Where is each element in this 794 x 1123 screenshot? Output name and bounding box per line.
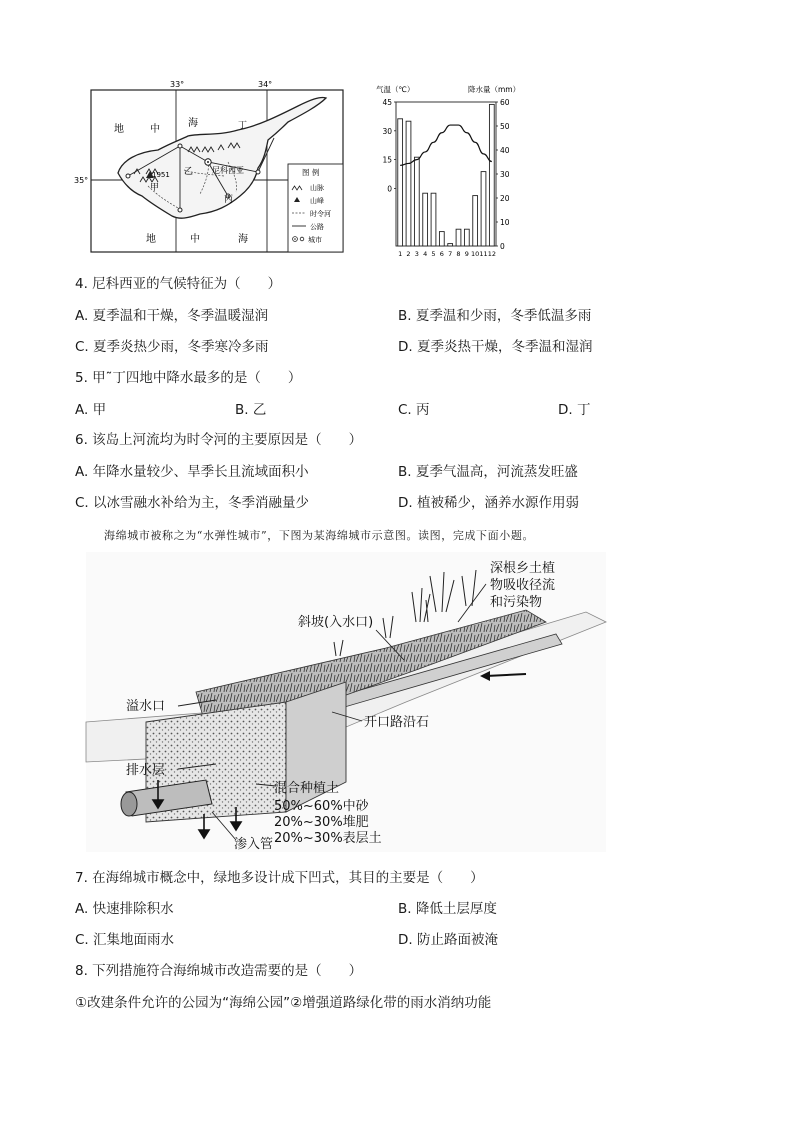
month-tick-label: 2	[406, 250, 411, 258]
svg-text:地: 地	[114, 124, 124, 135]
q7-option-c[interactable]: C. 汇集地面雨水	[75, 932, 175, 948]
q6-option-c[interactable]: C. 以冰雪融水补给为主，冬季消融量少	[75, 495, 310, 511]
q4-option-b[interactable]: B. 夏季温和少雨，冬季低温多雨	[398, 308, 592, 324]
svg-text:海: 海	[188, 118, 198, 129]
precip-bar	[448, 244, 453, 246]
right-tick-label: 40	[500, 146, 510, 155]
right-axis-title: 降水量（mm）	[468, 85, 521, 94]
place-bing: 丙	[224, 195, 234, 205]
precip-bar	[464, 229, 469, 246]
left-tick-label: 0	[387, 184, 392, 194]
precip-bar	[423, 193, 428, 246]
svg-text:海: 海	[238, 234, 248, 245]
month-tick-label: 9	[464, 250, 469, 258]
q6-option-b[interactable]: B. 夏季气温高，河流蒸发旺盛	[398, 464, 578, 480]
place-ding: 丁	[238, 121, 248, 131]
climate-chart	[368, 80, 528, 260]
month-tick-label: 7	[448, 250, 453, 258]
right-tick-label: 20	[500, 194, 510, 203]
peak-height: 1951	[152, 171, 170, 179]
right-tick-label: 50	[500, 122, 510, 131]
label-soil-mix: 混合种植土	[274, 781, 340, 796]
svg-text:中: 中	[150, 124, 160, 135]
label-overflow: 溢水口	[126, 699, 166, 714]
q7-option-d[interactable]: D. 防止路面被淹	[398, 932, 498, 948]
map-legend	[288, 164, 343, 252]
lon-label-34: 34°	[258, 80, 273, 89]
precip-bar	[481, 172, 486, 246]
q5-stem: 5. 甲˜丁四地中降水最多的是（ ）	[75, 370, 302, 386]
left-tick-label: 30	[382, 126, 392, 136]
legend-title: 图 例	[302, 168, 320, 177]
label-drainage-layer: 排水层	[126, 763, 166, 778]
month-tick-label: 5	[431, 250, 436, 258]
month-tick-label: 6	[439, 250, 444, 258]
month-tick-label: 4	[423, 250, 428, 258]
right-tick-label: 10	[500, 218, 510, 227]
label-native-plants-line-3: 和污染物	[490, 595, 543, 610]
left-axis-title: 气温（℃）	[376, 85, 415, 94]
q6-option-a[interactable]: A. 年降水量较少、旱季长且流域面积小	[75, 464, 309, 480]
month-tick-label: 10	[471, 250, 480, 258]
precip-bar	[414, 157, 419, 246]
precip-bar	[473, 196, 478, 246]
svg-text:城市: 城市	[308, 236, 322, 244]
left-tick-label: 15	[382, 155, 392, 165]
q6-stem: 6. 该岛上河流均为时令河的主要原因是（ ）	[75, 432, 363, 448]
right-tick-label: 60	[500, 98, 510, 107]
left-tick-label: 45	[382, 98, 392, 107]
temperature-line	[400, 125, 492, 165]
label-slope-inlet: 斜坡(入水口)	[298, 615, 374, 630]
city-nicosia-label: 尼科西亚	[212, 166, 244, 175]
q4-stem: 4. 尼科西亚的气候特征为（ ）	[75, 276, 282, 292]
q7-stem: 7. 在海绵城市概念中，绿地多设计成下凹式，其目的主要是（ ）	[75, 870, 484, 886]
right-tick-label: 30	[500, 170, 510, 179]
precip-bar	[439, 232, 444, 246]
svg-text:时令河: 时令河	[310, 210, 331, 218]
q5-option-c[interactable]: C. 丙	[398, 402, 430, 418]
label-seepage-pipe: 渗入管	[234, 837, 274, 852]
right-tick-label: 0	[500, 242, 505, 251]
precip-bar	[431, 193, 436, 246]
q6-option-d[interactable]: D. 植被稀少，涵养水源作用弱	[398, 495, 579, 511]
q4-option-a[interactable]: A. 夏季温和干燥，冬季温暖湿润	[75, 308, 269, 324]
place-jia: 甲	[150, 183, 160, 193]
svg-text:地: 地	[146, 234, 156, 245]
sponge-city-diagram	[86, 552, 646, 852]
q7-option-a[interactable]: A. 快速排除积水	[75, 901, 174, 917]
q5-option-d[interactable]: D. 丁	[558, 402, 591, 418]
q4-option-c[interactable]: C. 夏季炎热少雨，冬季寒冷多雨	[75, 339, 269, 355]
svg-text:中: 中	[190, 234, 200, 245]
label-soil-sand: 50%~60%中砂	[274, 799, 369, 814]
precip-bar	[489, 104, 494, 246]
q5-option-a[interactable]: A. 甲	[75, 402, 107, 418]
sponge-city-intro: 海绵城市被称之为“水弹性城市”，下图为某海绵城市示意图。读图，完成下面小题。	[104, 529, 535, 542]
q5-option-b[interactable]: B. 乙	[235, 402, 267, 418]
q7-option-b[interactable]: B. 降低土层厚度	[398, 901, 497, 917]
q8-stem: 8. 下列措施符合海绵城市改造需要的是（ ）	[75, 963, 363, 979]
cyprus-map	[74, 78, 348, 258]
svg-text:公路: 公路	[310, 223, 324, 231]
precip-bar	[456, 229, 461, 246]
month-tick-label: 12	[487, 250, 496, 258]
q8-statement-line: ①改建条件允许的公园为“海绵公园”②增强道路绿化带的雨水消纳功能	[75, 995, 492, 1011]
lon-label-33: 33°	[170, 80, 185, 89]
label-native-plants-line-1: 深根乡土植	[490, 561, 556, 576]
q4-option-d[interactable]: D. 夏季炎热干燥，冬季温和湿润	[398, 339, 593, 355]
svg-text:山脉: 山脉	[310, 184, 324, 192]
label-native-plants-line-2: 物吸收径流	[490, 578, 556, 593]
month-tick-label: 1	[398, 250, 403, 258]
label-soil-compost: 20%~30%堆肥	[274, 815, 369, 830]
month-tick-label: 11	[479, 250, 488, 258]
month-tick-label: 8	[456, 250, 461, 258]
precip-bar	[406, 121, 411, 246]
place-yi: 乙	[184, 167, 194, 177]
label-soil-topsoil: 20%~30%表层土	[274, 831, 382, 846]
lat-label-35: 35°	[74, 176, 89, 185]
svg-text:山峰: 山峰	[310, 197, 324, 205]
month-tick-label: 3	[414, 250, 419, 258]
precip-bar	[398, 119, 403, 246]
label-curb: 开口路沿石	[364, 715, 430, 730]
